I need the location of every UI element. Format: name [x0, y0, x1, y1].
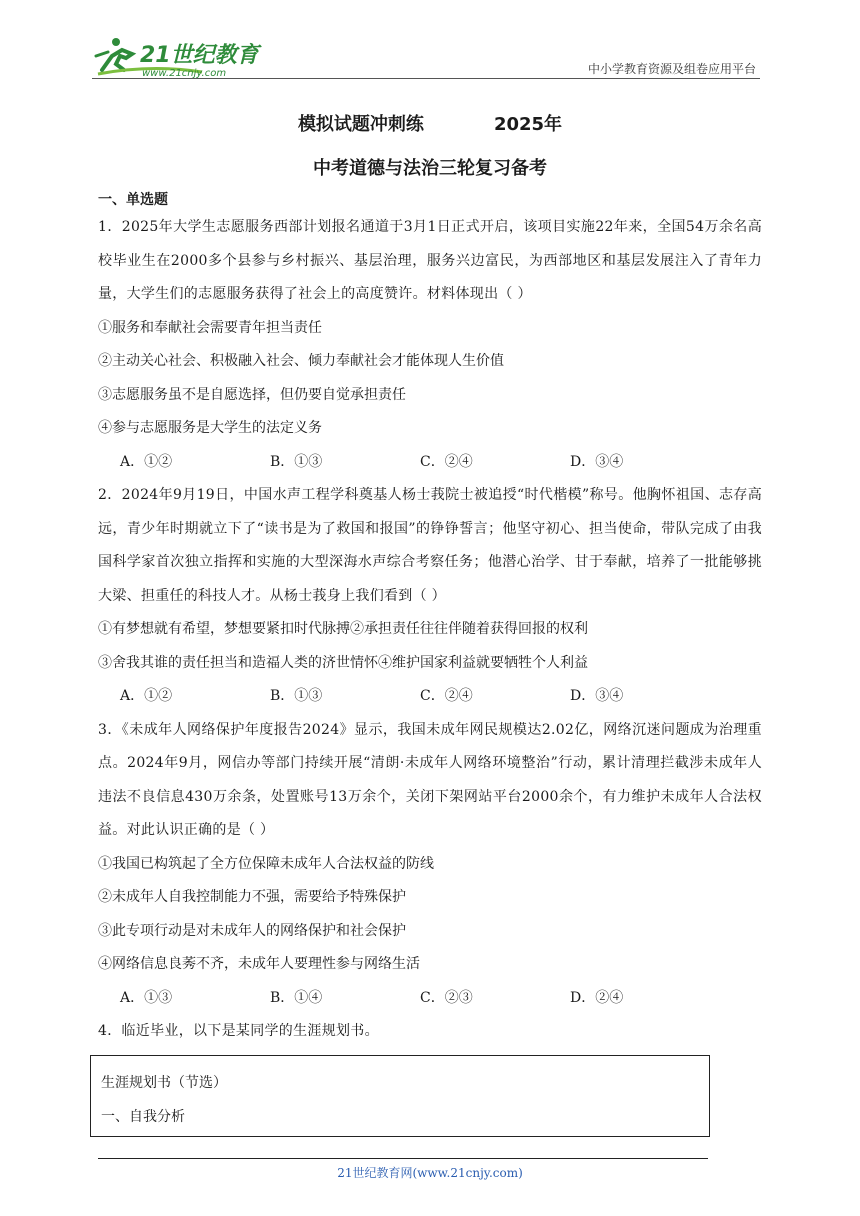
option-a[interactable]: A．①②: [120, 688, 173, 704]
statement: ①服务和奉献社会需要青年担当责任: [98, 319, 322, 336]
option-c[interactable]: C．②③: [420, 989, 473, 1006]
question-stem: 4．临近毕业，以下是某同学的生涯规划书。: [98, 1023, 379, 1039]
platform-name: 中小学教育资源及组卷应用平台: [587, 62, 756, 76]
section-heading: 一、单选题: [98, 192, 168, 208]
title-year: 2025年: [493, 114, 563, 135]
exam-content: [98, 190, 762, 1049]
footer-divider: [98, 1158, 708, 1159]
question-stem: 2．2024年9月19日，中国水声工程学科奠基人杨士莪院士被追授“时代楷模”称号。他胸怀祖国、志存高远，青少年时期就立下了“读书是为了救国和报国”的铮铮誓言；他坚守初心、担当使命，带队完成了由我国科学家首次独立指挥和实施的大型深海水声综合考察任务；他潜心治学、甘于奉献，培养了一批能够挑大梁、担重任的科技人才。从杨士莪身上我们看到（ ）: [98, 487, 762, 604]
question-stem: 3．《未成年人网络保护年度报告2024》显示，我国未成年网民规模达2.02亿，网络沉迷问题成为治理重点。2024年9月，网信办等部门持续开展“清朗·未成年人网络环境整治”行动，累计清理拦截涉未成年人违法不良信息430万余条，处置账号13万余个，关闭下架网站平台2000余个，有力维护未成年人合法权益。对此认识正确的是（ ）: [98, 721, 762, 838]
option-d[interactable]: D．②④: [570, 989, 624, 1006]
statement: ③此专项行动是对未成年人的网络保护和社会保护: [98, 922, 406, 939]
title-left: 模拟试题冲刺练: [297, 114, 424, 135]
box-line: 一、自我分析: [101, 1109, 185, 1125]
box-title: 生涯规划书（节选）: [101, 1075, 227, 1091]
footer-link[interactable]: 21世纪教育网(www.21cnjy.com): [337, 1166, 523, 1180]
logo: [92, 34, 262, 78]
question-1: [98, 211, 762, 479]
option-b[interactable]: B．①④: [270, 989, 323, 1006]
question-3: [98, 714, 762, 1016]
option-a[interactable]: A．①②: [120, 453, 173, 470]
statement: ④参与志愿服务是大学生的法定义务: [98, 420, 322, 436]
logo-text: 21世纪教育: [140, 43, 259, 68]
question-4: [98, 1015, 762, 1049]
option-b[interactable]: B．①③: [270, 453, 323, 470]
statement: ②主动关心社会、积极融入社会、倾力奉献社会才能体现人生价值: [98, 353, 504, 369]
statement: ④网络信息良莠不齐，未成年人要理性参与网络生活: [98, 956, 420, 972]
page-title-line2: 中考道德与法治三轮复习备考: [313, 158, 547, 179]
running-man-logo-icon: [92, 34, 262, 78]
option-d[interactable]: D．③④: [570, 688, 624, 704]
statement: ③舍我其谁的责任担当和造福人类的济世情怀④维护国家利益就要牺牲个人利益: [98, 654, 588, 671]
header-divider: [92, 78, 760, 79]
statement: ①我国已构筑起了全方位保障未成年人合法权益的防线: [98, 855, 434, 872]
question-stem: 1．2025年大学生志愿服务西部计划报名通道于3月1日正式开启，该项目实施22年来，全国54万余名高校毕业生在2000多个县参与乡村振兴、基层治理，服务兴边富民，为西部地区和基层发展注入了青年力量，大学生们的志愿服务获得了社会上的高度赞许。材料体现出（ ）: [98, 219, 762, 302]
answer-options: [98, 446, 762, 480]
option-c[interactable]: C．②④: [420, 688, 473, 704]
option-b[interactable]: B．①③: [270, 688, 323, 704]
question-2: [98, 479, 762, 714]
statement: ②未成年人自我控制能力不强，需要给予特殊保护: [98, 889, 406, 905]
option-c[interactable]: C．②④: [420, 453, 473, 470]
answer-options: [98, 982, 762, 1016]
page-header: [92, 34, 760, 80]
career-plan-box: [90, 1055, 710, 1137]
page-title-line1: [0, 110, 860, 136]
statement: ①有梦想就有希望，梦想要紧扣时代脉搏②承担责任往往伴随着获得回报的权利: [98, 621, 588, 637]
statement: ③志愿服务虽不是自愿选择，但仍要自觉承担责任: [98, 386, 406, 403]
logo-url: www.21cnjy.com: [142, 68, 227, 78]
option-a[interactable]: A．①③: [120, 989, 173, 1006]
option-d[interactable]: D．③④: [570, 453, 624, 470]
answer-options: [98, 680, 762, 714]
